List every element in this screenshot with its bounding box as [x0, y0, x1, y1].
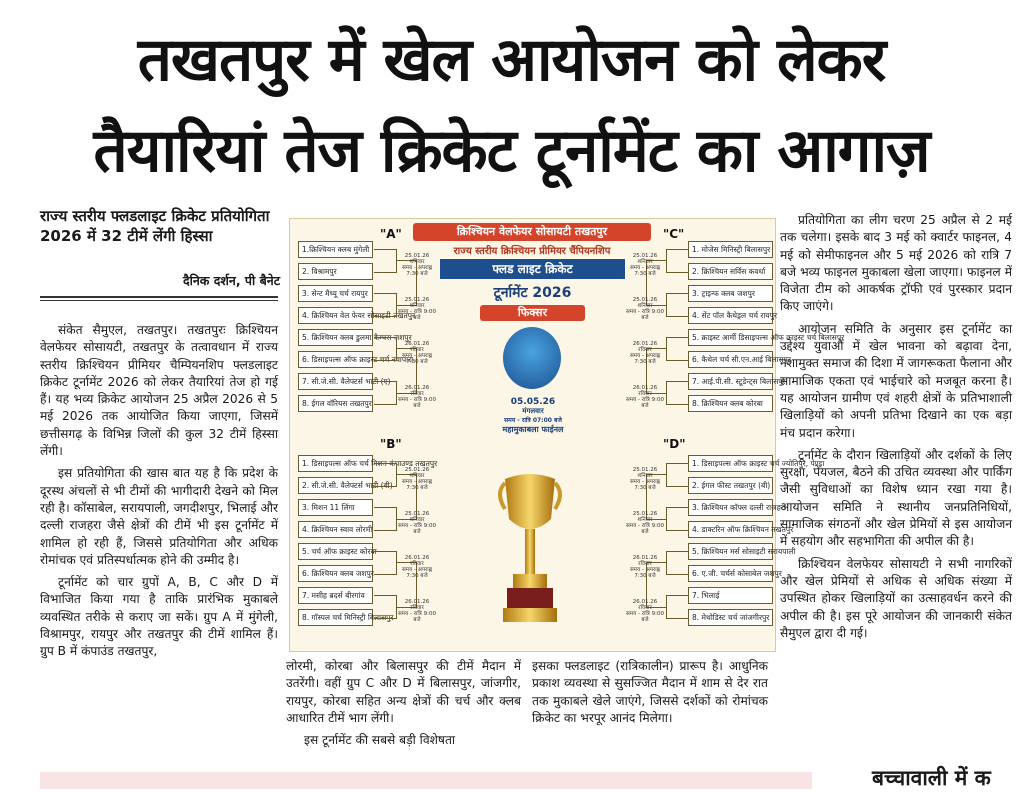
- article-column-3: [532, 658, 768, 732]
- match-line: समय - रात्रि 9:00 बजे: [398, 611, 436, 623]
- trophy-icon: [495, 469, 565, 629]
- match-schedule: [626, 297, 664, 321]
- match-line: रविवार: [410, 561, 424, 567]
- team-entry: 3. मिशन 11 लिंगा: [298, 499, 373, 516]
- team-entry: 4. क्रिश्चियन वेल फेयर सोसाइटी तखतपुर: [298, 307, 373, 324]
- team-entry: 3. क्रिश्चियन कॉफ्ल दल्ली राजहरा: [688, 499, 773, 516]
- match-line: समय - रात्रि 9:00 बजे: [398, 523, 436, 535]
- bracket-line: [374, 551, 397, 575]
- match-line: समय - अपराह्न 7:30 बजे: [401, 567, 433, 579]
- bracket-line: [374, 381, 397, 405]
- team-entry: 8. गॉस्पल चर्च मिनिस्ट्री बिलासपुर: [298, 609, 373, 626]
- match-line: समय - रात्रि 9:00 बजे: [398, 309, 436, 321]
- poster-fixture-label: फिक्सर: [480, 305, 585, 321]
- team-entry: 4. डाक्टरिन ऑफ क्रिश्चियन तखतपुर: [688, 521, 773, 538]
- team-entry: 1.क्रिश्चियन क्लब मुंगेली: [298, 241, 373, 258]
- headline-line1: तखतपुर में खेल आयोजन को लेकर: [137, 25, 886, 95]
- match-line: समय - अपराह्न 7:30 बजे: [401, 479, 433, 491]
- final-label: महामुकाबला फाईनल: [502, 425, 564, 434]
- team-entry: 7. मसीह ब्रदर्स बीरगांव: [298, 587, 373, 604]
- match-line: 26.01.26: [404, 341, 430, 347]
- col4-para-3: टूर्नामेंट के दौरान खिलाड़ियों और दर्शकों के लिए सुरक्षा, पेयजल, बैठने की उचित व्यवस्था और पार्किंग जैसी सुविधाओं का विशेष ध्यान रखा गया है। आयोजन समिति ने स्थानीय जनप्रतिनिधियों, सामाजिक संगठनों और खेल प्रेमियों से इस आयोजन में सहयोग और सहभागिता की अपील की है।: [780, 447, 1012, 549]
- match-line: शनिवार: [409, 259, 425, 265]
- bracket-line: [666, 293, 689, 317]
- team-entry: 5. क्रिश्चियन क्लब डुलमा कैम्पस जशपुर: [298, 329, 373, 346]
- match-line: रविवार: [410, 605, 424, 611]
- byline: दैनिक दर्शन, पी बैनेट: [182, 273, 280, 288]
- team-entry: 8. क्रिश्चियन क्लब कोरबा: [688, 395, 773, 412]
- article-column-4: [780, 212, 1012, 647]
- match-line: 26.01.26: [632, 385, 658, 391]
- match-line: समय - अपराह्न 7:30 बजे: [401, 265, 433, 277]
- team-entry: 7. सी.जे.सी. वैलेफ्टर्स भाटी (ए): [298, 373, 373, 390]
- match-schedule: [626, 511, 664, 535]
- bracket-line: [374, 595, 397, 619]
- team-entry: 8. ईगल वॉरियस तखतपुर: [298, 395, 373, 412]
- team-entry: 5. क्राइस्ट आर्मी डिसाइपल्स ऑफ क्राइस्ट चर्च बिलासपुर: [688, 329, 773, 346]
- match-line: 25.01.26: [404, 253, 430, 259]
- bracket-line: [666, 381, 689, 405]
- match-line: रविवार: [410, 391, 424, 397]
- final-time: समय - रात्रि 07:00 बजे: [504, 417, 562, 424]
- subheadline: राज्य स्तरीय फ्लडलाइट क्रिकेट प्रतियोगिता 2026 में 32 टीमें लेंगी हिस्सा: [40, 207, 270, 245]
- match-line: रविवार: [410, 347, 424, 353]
- match-line: 26.01.26: [404, 599, 430, 605]
- match-schedule: [398, 341, 436, 365]
- team-entry: 6. डिसाइपल्स ऑफ क्राइस्ट चर्च नवापारा: [298, 351, 373, 368]
- match-line: 25.01.26: [632, 511, 658, 517]
- group-label-c: "C": [663, 227, 685, 241]
- group-label-a: "A": [380, 227, 402, 241]
- team-entry: 2. ईगल फीस्ट तखतपुर (बी): [688, 477, 773, 494]
- match-line: 25.01.26: [404, 297, 430, 303]
- poster-title: फ्लड लाइट क्रिकेट: [440, 259, 625, 279]
- match-schedule: [398, 555, 436, 579]
- team-entry: 6. कैथेल चर्च सी.एन.आई बिलासपुर: [688, 351, 773, 368]
- match-line: 25.01.26: [632, 467, 658, 473]
- match-line: समय - रात्रि 9:00 बजे: [626, 611, 664, 623]
- article-column-2: [286, 658, 521, 754]
- match-line: 25.01.26: [404, 467, 430, 473]
- match-line: शनिवार: [637, 259, 653, 265]
- col4-para-2: आयोजन समिति के अनुसार इस टूर्नामेंट का उद्देश्य युवाओं में खेल भावना को बढ़ावा देना, नशामुक्त समाज की दिशा में जागरूकता फैलाना और सामाजिक एकता एवं भाईचारे को मजबूत करना है। यह आयोजन ग्रामीण एवं शहरी क्षेत्रों के प्रतिभाशाली खिलाड़ियों को अपनी प्रतिभा दिखाने का एक बड़ा मंच प्रदान करेगा।: [780, 321, 1012, 440]
- match-line: 26.01.26: [632, 599, 658, 605]
- group-label-b: "B": [380, 437, 402, 451]
- col4-para-4: क्रिश्चियन वेलफेयर सोसायटी ने सभी नागरिकों और खेल प्रेमियों से अधिक से अधिक संख्या में उपस्थित होकर खिलाड़ियों का उत्साहवर्धन करने की अपील की है। इस पूरे आयोजन की जानकारी संकेत सैमुएल द्वारा दी गई।: [780, 556, 1012, 640]
- match-line: समय - रात्रि 9:00 बजे: [626, 309, 664, 321]
- col1-para-2: इस प्रतियोगिता की खास बात यह है कि प्रदेश के दूरस्थ अंचलों से भी टीमों की भागीदारी देखने को मिल रही है। कॉसाबेल, सरायपाली, जगदीशपुर, भिलाई और दल्ली राजहरा जैसे क्षेत्रों की टीमें भी इस टूर्नामेंट में शामिल हो रही हैं, जिससे प्रतियोगिता और अधिक रोमांचक एवं प्रतिस्पर्धात्मक होने की उम्मीद है।: [40, 466, 278, 567]
- byline-rule-thin: [40, 300, 278, 301]
- match-line: 26.01.26: [404, 385, 430, 391]
- cricket-player-icon: [503, 327, 561, 389]
- bracket-line: [374, 337, 397, 361]
- match-schedule: [398, 467, 436, 491]
- col2-para-1: लोरमी, कोरबा और बिलासपुर की टीमें मैदान में उतरेंगी। वहीं ग्रुप C और D में बिलासपुर, जांजगीर, रायपुर, कोरबा सहित अन्य क्षेत्रों की चर्च और क्लब आधारित टीमें भाग लेंगी।: [286, 659, 521, 725]
- bracket-line: [374, 293, 397, 317]
- bracket-line: [666, 507, 689, 531]
- bracket-line: [666, 337, 689, 361]
- match-schedule: [398, 253, 436, 277]
- match-schedule: [398, 297, 436, 321]
- match-line: 25.01.26: [632, 297, 658, 303]
- match-schedule: [626, 467, 664, 491]
- next-article-teaser: बच्चावाली में क: [872, 766, 991, 790]
- match-line: समय - अपराह्न 7:30 बजे: [629, 265, 661, 277]
- article-column-1: [40, 322, 278, 666]
- match-schedule: [626, 253, 664, 277]
- bottom-ad-strip: [40, 772, 812, 789]
- match-line: शनिवार: [637, 517, 653, 523]
- team-entry: 7. आई.पी.सी. स्टूडेन्ट्स बिलासपुर: [688, 373, 773, 390]
- match-schedule: [626, 599, 664, 623]
- poster-tournament: टूर्नामेंट 2026: [493, 285, 572, 301]
- match-line: रविवार: [638, 561, 652, 567]
- team-entry: 1. मोजेस मिनिस्ट्री बिलासपुर: [688, 241, 773, 258]
- team-entry: 3. ट्राइन्फ क्लब जशपुर: [688, 285, 773, 302]
- match-line: 25.01.26: [632, 253, 658, 259]
- match-line: शनिवार: [637, 303, 653, 309]
- bracket-line: [374, 249, 397, 273]
- team-entry: 3. सेन्ट मैथ्यू चर्च रायपुर: [298, 285, 373, 302]
- poster-subbanner: राज्य स्तरीय क्रिश्चियन प्रीमियर चैंपियनशिप: [453, 246, 611, 257]
- col1-para-3: टूर्नामेंट को चार ग्रुपों A, B, C और D में विभाजित किया गया है ताकि प्रारंभिक मुकाबले व्यवस्थित तरीके से कराए जा सकें। ग्रुप A में मुंगेली, विश्रामपुर, रायपुर और तखतपुर की टीमें शामिल हैं। ग्रुप B में कंपाउंड तखतपुर,: [40, 575, 278, 659]
- team-entry: 1. डिसाइपल्स ऑफ क्राइस्ट चर्च ज्योतिपुर, पेण्ड्रा: [688, 455, 773, 472]
- bracket-line: [666, 463, 689, 487]
- col1-para-1: संकेत सैमुएल, तखतपुर। तखतपुरः क्रिश्चियन वेलफेयर सोसायटी, तखतपुर के तत्वावधान में राज्य स्तरीय क्रिश्चियन प्रीमियर चैम्पियनशिप फ्लडलाइट क्रिकेट टूर्नामेंट 2026 को लेकर तैयारियां तेज हो गई हैं। यह भव्य क्रिकेट आयोजन 25 अप्रैल 2026 से 5 मई 2026 तक आयोजित किया जाएगा, जिसमें छत्तीसगढ़ के विभिन्न जिलों की कुल 32 टीमें हिस्सा लेंगी।: [40, 323, 278, 459]
- group-label-d: "D": [663, 437, 686, 451]
- match-line: शनिवार: [637, 473, 653, 479]
- match-schedule: [626, 341, 664, 365]
- match-line: समय - अपराह्न 7:30 बजे: [629, 567, 661, 579]
- team-entry: 2. क्रिश्चियन सर्विस कवर्धा: [688, 263, 773, 280]
- team-entry: 6. ए.जी. चर्चर्स कोसाबेल जशपुर: [688, 565, 773, 582]
- match-schedule: [398, 599, 436, 623]
- team-entry: 6. क्रिश्चियन क्लब जशपुर: [298, 565, 373, 582]
- match-line: समय - रात्रि 9:00 बजे: [398, 397, 436, 409]
- team-entry: 2. विश्रामपुर: [298, 263, 373, 280]
- team-entry: 8. मेथोडिस्ट चर्च जांजगीरपुर: [688, 609, 773, 626]
- team-entry: 1. डिसाइपल्स ऑफ चर्च मिशन कंपाउण्ड तखतपुर: [298, 455, 373, 472]
- bracket-line: [666, 595, 689, 619]
- col2-para-2: इस टूर्नामेंट की सबसे बड़ी विशेषता: [304, 733, 456, 748]
- bracket-line: [374, 463, 397, 487]
- match-line: समय - रात्रि 9:00 बजे: [626, 523, 664, 535]
- team-entry: 2. सी.जे.सी. वैलेफ्टर्स भाटी (बी): [298, 477, 373, 494]
- match-line: समय - अपराह्न 7:30 बजे: [401, 353, 433, 365]
- final-info: [478, 397, 588, 435]
- col3-para-1: इसका फ्लडलाइट (रात्रिकालीन) प्रारूप है। आधुनिक प्रकाश व्यवस्था से सुसज्जित मैदान में शाम से देर रात तक मुकाबले खेले जाएंगे, जिससे दर्शकों को रोमांचक क्रिकेट का भरपूर आनंद मिलेगा।: [532, 659, 768, 725]
- match-line: 26.01.26: [632, 555, 658, 561]
- match-line: 25.01.26: [404, 511, 430, 517]
- match-line: रविवार: [638, 605, 652, 611]
- match-line: समय - रात्रि 9:00 बजे: [626, 397, 664, 409]
- match-line: शनिवार: [409, 517, 425, 523]
- bracket-line: [374, 507, 397, 531]
- bracket-line: [666, 551, 689, 575]
- final-day: मंगलवार: [522, 407, 544, 415]
- team-entry: 5. क्रिश्चियन मर्स सोसाइटी सरायपाली: [688, 543, 773, 560]
- match-line: 26.01.26: [404, 555, 430, 561]
- match-line: रविवार: [638, 391, 652, 397]
- match-line: शनिवार: [409, 473, 425, 479]
- match-line: शनिवार: [409, 303, 425, 309]
- match-line: समय - अपराह्न 7:30 बजे: [629, 479, 661, 491]
- match-schedule: [626, 385, 664, 409]
- final-date: 05.05.26: [510, 397, 556, 407]
- match-schedule: [398, 511, 436, 535]
- match-line: रविवार: [638, 347, 652, 353]
- team-entry: 4. सेंट पॉल कैथेड्रल चर्च रायपुर: [688, 307, 773, 324]
- byline-rule: [40, 296, 278, 298]
- headline-line2: तैयारियां तेज क्रिकेट टूर्नामेंट का आगाज़: [93, 116, 930, 186]
- poster-banner: क्रिश्चियन वेलफेयर सोसायटी तखतपुर: [413, 223, 651, 241]
- col4-para-1: प्रतियोगिता का लीग चरण 25 अप्रैल से 2 मई तक चलेगा। इसके बाद 3 मई को क्वार्टर फाइनल, 4 मई को सेमीफाइनल और 5 मई 2026 को रात्रि 7 बजे भव्य फाइनल मुकाबला खेला जाएगा। फाइनल में विजेता टीम को आकर्षक ट्रॉफी एवं पुरस्कार प्रदान किए जाएंगे।: [780, 213, 1012, 314]
- bracket-line: [666, 249, 689, 273]
- team-entry: 4. क्रिश्चियन स्वाव लोरमी: [298, 521, 373, 538]
- fixture-poster: [289, 218, 845, 652]
- team-entry: 5. चर्च ऑफ क्राइस्ट कोरबा: [298, 543, 373, 560]
- team-entry: 7. भिलाई: [688, 587, 773, 604]
- match-schedule: [626, 555, 664, 579]
- match-line: समय - अपराह्न 7:30 बजे: [629, 353, 661, 365]
- match-schedule: [398, 385, 436, 409]
- match-line: 26.01.26: [632, 341, 658, 347]
